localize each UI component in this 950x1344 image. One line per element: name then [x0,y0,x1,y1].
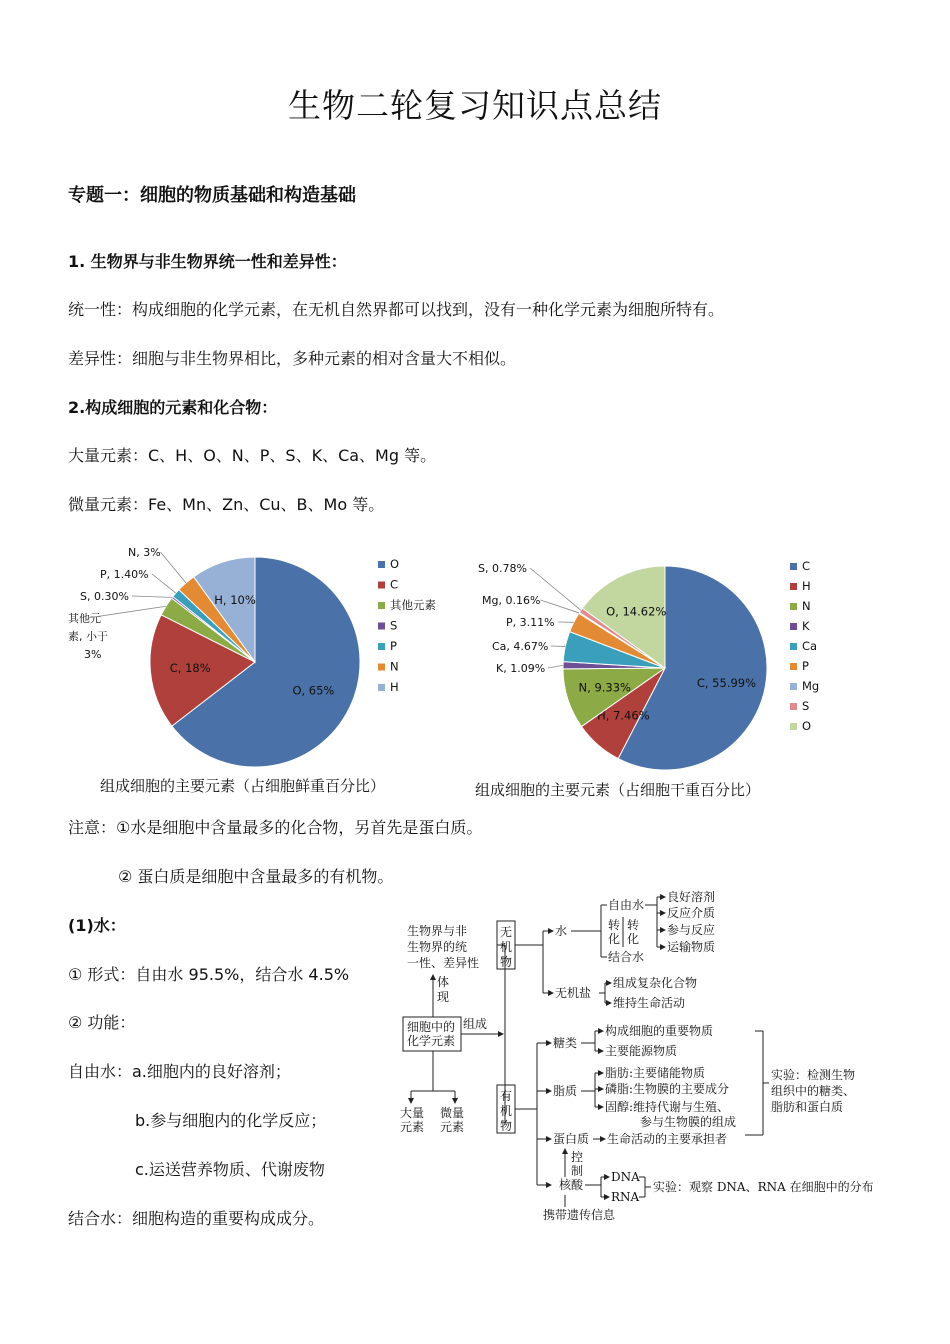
diag-tixian-1: 体 [437,975,450,989]
page-title: 生物二轮复习知识点总结 [288,86,662,125]
macro-elements: 大量元素：C、H、O、N、P、S、K、Ca、Mg 等。 [68,446,437,465]
diag-wf-2: 反应介质 [667,906,716,920]
pie1-label-其他元素: 素, 小于 [68,630,108,643]
pie2-legend-P: P [802,659,809,673]
pie1-legend-swatch-S [378,623,385,630]
diag-unity-2: 生物界的统 [407,940,468,954]
pie2-label-S: S, 0.78% [478,562,527,575]
diag-protein-func: 生命活动的主要承担者 [607,1132,728,1146]
pie1-leader-P [152,574,176,593]
section2-heading: 2.构成细胞的元素和化合物： [68,398,278,417]
diag-lf-1: 脂肪:主要储能物质 [605,1066,706,1080]
water-form: ① 形式：自由水 95.5%，结合水 4.5% [68,965,350,984]
diag-unity-1: 生物界与非 [407,924,468,938]
pie2-legend-swatch-H [790,583,797,590]
pie2-legend-H: H [802,579,811,593]
pie2-legend-swatch-O [790,723,797,730]
pie1-label-其他元素: 3% [84,648,102,661]
diag-exp1-3: 脂肪和蛋白质 [771,1100,844,1114]
pie1-legend-H: H [390,680,399,694]
diag-water: 水 [555,924,568,938]
pie2-caption: 组成细胞的主要元素（占细胞干重百分比） [475,781,761,799]
diag-exp1-2: 组织中的糖类、 [771,1084,856,1098]
diag-organic-3: 物 [500,1119,513,1133]
topic-heading: 专题一：细胞的物质基础和构造基础 [68,185,356,206]
diag-conv-r1: 转 [627,918,640,932]
diag-bound-water: 结合水 [608,950,645,964]
section1-heading: 1. 生物界与非生物界统一性和差异性： [68,252,347,271]
diag-zucheng: 组成 [463,1017,488,1031]
pie2-legend-Ca: Ca [802,639,818,653]
pie2-label-N: N, 9.33% [578,680,631,695]
pie1-label-P: P, 1.40% [100,568,149,581]
pie2-label-P: P, 3.11% [506,616,555,629]
diag-salt: 无机盐 [555,986,592,1000]
pie1-label-S: S, 0.30% [80,590,129,603]
diag-control-1: 控 [571,1150,584,1164]
pie2-leader-Mg [541,600,580,613]
pie1-legend-swatch-N [378,664,385,671]
diag-conv-r2: 化 [627,932,640,946]
diag-lipid: 脂质 [553,1084,578,1098]
pie1-legend-swatch-P [378,643,385,650]
diag-center-2: 化学元素 [407,1034,456,1048]
diag-macro-2: 元素 [400,1120,425,1134]
pie2-legend-swatch-S [790,703,797,710]
pie2-label-Mg: Mg, 0.16% [482,594,541,607]
pie1-legend-N: N [390,659,399,674]
pie1-label-C: C, 18% [169,661,211,676]
diag-sf-2: 维持生命活动 [613,996,686,1010]
diag-wf-1: 良好溶剂 [667,890,716,904]
pie1-caption: 组成细胞的主要元素（占细胞鲜重百分比） [100,777,386,795]
diag-tixian-2: 现 [437,990,450,1004]
diag-conv-l2: 化 [608,932,621,946]
pie2-legend-swatch-Ca [790,643,797,650]
diag-wf-4: 运输物质 [667,940,716,954]
pie1-label-其他元素: 其他元 [68,612,101,625]
diag-sf-1: 组成复杂化合物 [613,976,698,990]
diag-exp2: 实验：观察 DNA、RNA 在细胞中的分布 [653,1180,874,1194]
pie2-legend-O: O [802,719,812,733]
diag-inorganic-2: 机 [500,940,513,954]
diag-exp1-1: 实验：检测生物 [771,1068,856,1082]
diag-sugf-1: 构成细胞的重要物质 [605,1024,714,1038]
diag-sugf-2: 主要能源物质 [605,1044,678,1058]
pie1-legend-P: P [390,639,397,653]
pie1-legend-其他元素: 其他元素 [390,598,436,612]
pie1-legend-O: O [390,557,400,571]
pie2-legend-Mg: Mg [802,679,820,693]
pie1-leader-S [132,596,172,597]
bound-water: 结合水：细胞构造的重要构成成分。 [68,1209,325,1228]
pie2-legend-S: S [802,699,810,713]
diag-center-1: 细胞中的 [407,1020,456,1034]
diag-nucleic: 核酸 [559,1178,584,1192]
pie2-label-O: O, 14.62% [606,604,667,619]
pie2-legend-swatch-N [790,603,797,610]
pie2-label-Ca: Ca, 4.67% [492,640,549,653]
pie2-leader-K [548,665,563,668]
pie2-legend-swatch-K [790,623,797,630]
pie2-legend-swatch-C [790,563,797,570]
diag-protein: 蛋白质 [553,1132,590,1146]
diag-conv-l1: 转 [608,918,621,932]
note-2: ② 蛋白质是细胞中含量最多的有机物。 [118,867,394,886]
diag-micro-1: 微量 [440,1106,465,1120]
diag-lf-2: 磷脂:生物膜的主要成分 [605,1082,730,1096]
micro-elements: 微量元素：Fe、Mn、Zn、Cu、B、Mo 等。 [68,495,385,514]
pie2-legend-C: C [802,559,811,573]
concept-diagram [395,885,875,1230]
diag-organic-2: 机 [500,1104,513,1118]
pie1-label-H: H, 10% [214,593,256,608]
pie1-legend-swatch-H [378,684,385,691]
pie2-legend-N: N [802,599,811,613]
pie2-label-C: C, 55.99% [696,675,757,690]
pie-charts [60,540,930,810]
pie1-legend-S: S [390,618,398,633]
diag-wf-3: 参与反应 [667,923,716,937]
diag-inorganic-3: 物 [500,955,513,969]
pie1-legend-swatch-其他元素 [378,602,385,609]
diag-organic-1: 有 [500,1089,513,1103]
pie2-label-H: H, 7.46% [597,708,650,723]
free-water-c: c.运送营养物质、代谢废物 [135,1160,325,1179]
unity-text: 统一性：构成细胞的化学元素，在无机自然界都可以找到，没有一种化学元素为细胞所特有。 [68,300,725,319]
diag-inorganic-1: 无 [500,925,513,939]
pie1-leader-N [161,552,186,583]
diag-lf-4: 参与生物膜的组成 [640,1115,737,1129]
diag-control-2: 制 [571,1164,584,1178]
diag-macro-1: 大量 [400,1106,425,1120]
difference-text: 差异性：细胞与非生物界相比，多种元素的相对含量大不相似。 [68,349,517,368]
pie1-legend-swatch-C [378,582,385,589]
diag-unity-3: 一性、差异性 [407,956,480,970]
diag-micro-2: 元素 [440,1120,465,1134]
pie1-label-O: O, 65% [292,683,335,698]
pie2-legend-swatch-Mg [790,683,797,690]
pie2-label-K: K, 1.09% [496,662,546,675]
free-water-a: 自由水：a.细胞内的良好溶剂； [68,1062,291,1081]
diag-sugar: 糖类 [553,1036,578,1050]
pie1-legend-C: C [390,577,399,592]
diag-free-water: 自由水 [608,898,645,912]
water-heading: (1)水： [68,916,126,935]
diag-rna: RNA [611,1190,640,1204]
pie1-legend-swatch-O [378,561,385,568]
free-water-b: b.参与细胞内的化学反应； [135,1111,327,1130]
pie2-legend-K: K [802,619,810,633]
water-function: ② 功能： [68,1013,136,1032]
pie1-label-N: N, 3% [128,546,161,559]
diag-dna: DNA [611,1170,640,1184]
diag-lf-3: 固醇:维持代谢与生殖、 [605,1100,730,1114]
note-1: 注意：①水是细胞中含量最多的化合物，另首先是蛋白质。 [68,818,483,837]
pie2-legend-swatch-P [790,663,797,670]
diag-carry: 携带遗传信息 [543,1208,616,1222]
